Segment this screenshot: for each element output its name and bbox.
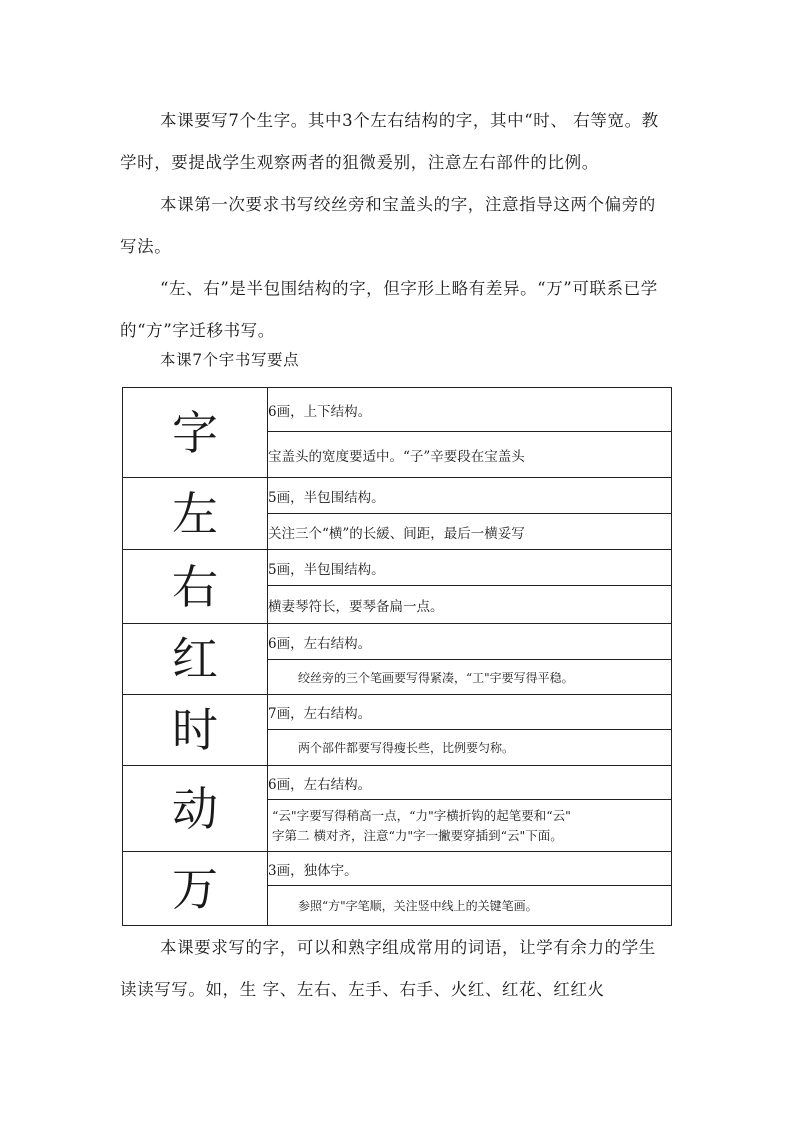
- character-cell: 动: [123, 766, 268, 852]
- writing-tip-cell: 绞丝旁的三个笔画要写得紧凑，“工"宇要写得平稳。: [268, 660, 672, 695]
- outro-paragraph: [120, 927, 672, 1011]
- table-row: [123, 550, 672, 586]
- stroke-info-cell: 3画，独体宇。: [268, 852, 672, 886]
- table-row: [123, 624, 672, 660]
- stroke-info-cell: 6画，左右结构。: [268, 766, 672, 800]
- intro-paragraph-1: [120, 100, 672, 184]
- table-row: [123, 766, 672, 800]
- character-table: [122, 387, 672, 926]
- stroke-info-cell: 5画，半包围结构。: [268, 478, 672, 514]
- outro-paragraph-text: 本课要求写的字，可以和熟字组成常用的词语，让学有余力的学生读读写写。如，生 字、左右、左手、右手、火红、红花、红红火: [120, 938, 656, 999]
- writing-tip-cell: 两个部件都要写得瘦长些，比例要匀称。: [268, 730, 672, 766]
- stroke-info-cell: 6画，左右结构。: [268, 624, 672, 660]
- stroke-info-cell: 6画，上下结构。: [268, 388, 672, 432]
- intro-paragraph-3: [120, 268, 672, 352]
- stroke-info-cell: 7画，左右结构。: [268, 695, 672, 730]
- table-row: [123, 852, 672, 886]
- character-cell: 字: [123, 388, 268, 478]
- writing-tip-line: “云"字要写得稍高一点，“力"字横折钩的起笔要和“云": [272, 807, 571, 823]
- writing-tip-cell: 参照“方"字笔顺，关注竖中线上的关键笔画。: [268, 886, 672, 926]
- stroke-info-cell: 5画，半包围结构。: [268, 550, 672, 586]
- writing-tip-line: 字第二 横对齐，注意“力"字一撇要穿插到“云"下面。: [272, 827, 563, 843]
- character-cell: 右: [123, 550, 268, 624]
- character-cell: 时: [123, 695, 268, 766]
- table-caption: 本课7个宇书写要点: [160, 351, 300, 369]
- writing-tip-cell: [268, 800, 672, 852]
- writing-tip-cell: 宝盖头的宽度要适中。“子”辛要段在宝盖头: [268, 432, 672, 478]
- table-row: [123, 388, 672, 432]
- character-cell: 红: [123, 624, 268, 695]
- intro-paragraph-2: [120, 184, 672, 268]
- intro-paragraph-2-text: 本课第一次要求书写绞丝旁和宝盖头的字，注意指导这两个偏旁的写法。: [120, 195, 656, 256]
- writing-tip-cell: 关注三个“横”的长緩、间距，最后一横妥写: [268, 514, 672, 550]
- table-row: [123, 695, 672, 730]
- table-row: [123, 478, 672, 514]
- intro-paragraph-3-text: “左、右”是半包围结构的字，但字形上略有差异。“万”可联系已学的“方”字迁移书写。: [120, 279, 658, 340]
- intro-paragraph-1-text: 本课要写7个生字。其中3个左右结构的字，其中“时、 右等宽。教学时，要提战学生观察两者的狙微爰别，注意左右部件的比例。: [120, 111, 659, 172]
- character-cell: 万: [123, 852, 268, 926]
- character-cell: 左: [123, 478, 268, 550]
- writing-tip-cell: 横妻琴符长，要琴备扁一点。: [268, 586, 672, 624]
